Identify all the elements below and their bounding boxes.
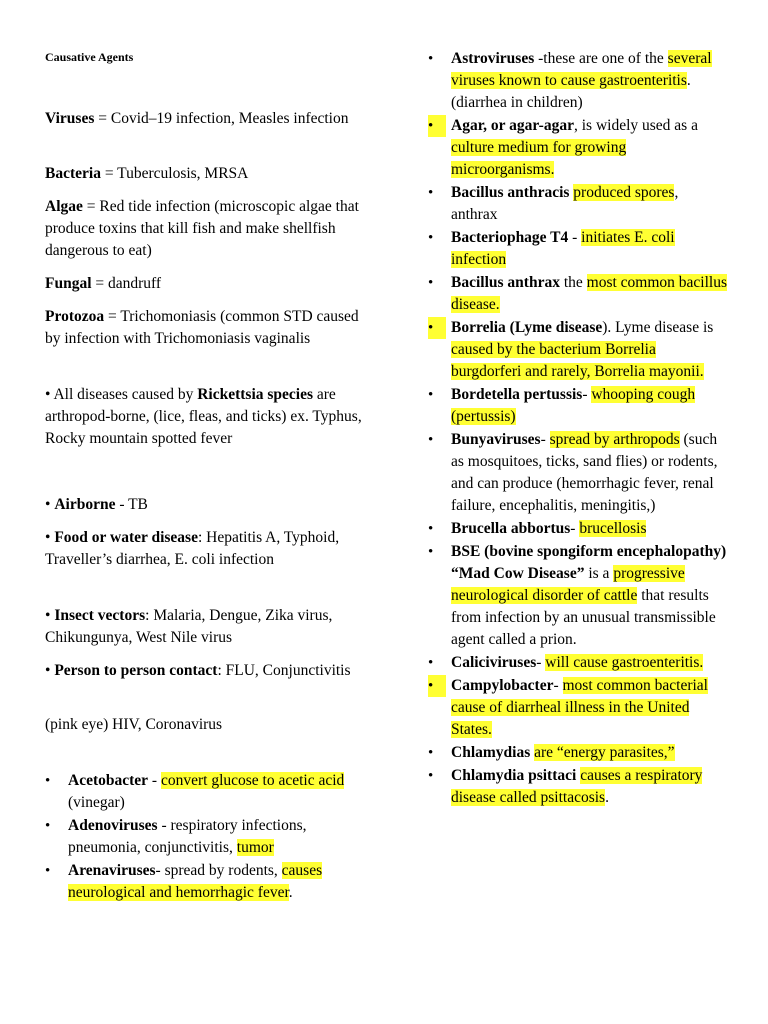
highlighted-text: most common bacterial cause of diarrheal illness in the United States. [451,677,708,738]
text-run: , anthrax [451,184,679,223]
highlighted-text: initiates E. coli infection [451,229,675,268]
bold-term: Arenaviruses [68,862,156,879]
bullet-icon: • [428,230,434,246]
highlighted-text: will cause gastroenteritis. [545,654,704,671]
text-run: • [45,496,55,513]
bullet-icon: • [428,768,434,784]
bullet-icon: • [428,317,446,339]
text-run: = Trichomoniasis (common STD caused by infection with Trichomoniasis vaginalis [45,308,359,347]
bullet-icon: • [45,818,51,834]
highlighted-text: caused by the bacterium Borrelia burgdorferi and rarely, Borrelia mayonii. [451,341,704,380]
text-run: -these are one of the [534,50,668,67]
highlighted-text: produced spores [573,184,675,201]
bold-term: Borrelia (Lyme disease [451,319,603,336]
bullet-icon: • [428,544,434,560]
bold-term: Caliciviruses [451,654,537,671]
text-run: (such as mosquitoes, ticks, sand flies) or rodents, and can produce (hemorrhagic fever, renal failure, encephalitis, meningitis,) [451,431,718,514]
bold-term: Campylobacter [451,677,554,694]
highlighted-text: convert glucose to acetic acid [160,772,345,789]
highlighted-text: progressive neurological disorder of cattle [451,565,685,604]
list-item [428,272,728,316]
bold-term: Bunyaviruses [451,431,541,448]
paragraph [45,605,365,649]
list-item [428,541,728,651]
bold-term: Protozoa [45,308,105,325]
text-run: - [148,772,161,789]
text-run: . (diarrhea in children) [451,72,691,111]
bullet-icon: • [428,432,434,448]
text-run: - [553,677,563,694]
text-run: (vinegar) [68,794,125,811]
paragraph [45,714,365,736]
right-bullet-list [428,48,728,810]
highlighted-text: whooping cough (pertussis) [451,386,696,425]
bold-term: Chlamydias [451,744,531,761]
list-item [428,227,728,271]
text-run: • All diseases caused by [45,386,198,403]
bold-term: Acetobacter [68,772,149,789]
bold-term: Viruses [45,110,95,127]
bullet-icon: • [428,115,446,137]
text-run: = dandruff [91,275,162,292]
bold-term: Chlamydia psittaci [451,767,577,784]
highlighted-text: are “energy parasites,” [534,744,675,761]
text-run: = Red tide infection (microscopic algae that produce toxins that kill fish and make shellfish dangerous to eat) [45,198,359,259]
list-item [428,742,728,764]
text-run: • [45,662,55,679]
bullet-icon: • [45,773,51,789]
text-run: • [45,529,55,546]
text-run: - TB [115,496,148,513]
list-item [428,765,728,809]
paragraph [45,494,365,516]
list-item [428,384,728,428]
text-run: • [45,607,55,624]
text-run: that results from infection by an unusual transmissible agent called a prion. [451,587,716,648]
bold-term: Airborne [54,496,116,513]
text-run: : Hepatitis A, Typhoid, Traveller’s diarrhea, E. coli infection [45,529,340,568]
list-item [45,815,375,859]
bullet-icon: • [428,185,434,201]
text-run: - [570,520,580,537]
text-run: : FLU, Conjunctivitis [217,662,351,679]
text-run: - [568,229,582,246]
paragraph [45,163,365,185]
text-run: ). Lyme disease is [602,319,714,336]
paragraph [45,527,365,571]
highlighted-text: several viruses known to cause gastroenteritis [451,50,712,89]
text-run: . [288,884,293,901]
bullet-icon: • [428,275,434,291]
bold-term: Bacillus anthrax [451,274,560,291]
bold-term: Agar, or agar-agar [451,117,574,134]
text-run: - spread by rodents, [155,862,282,879]
list-item [428,182,728,226]
text-run: is a [584,565,614,582]
bullet-icon: • [428,387,434,403]
bold-term: BSE (bovine spongiform encephalopathy) “Mad Cow Disease” [451,543,727,582]
bold-term: Food or water disease [54,529,198,546]
list-item [428,675,728,741]
text-run: - [540,431,550,448]
bold-term: Brucella abbortus [451,520,571,537]
paragraph [45,196,365,262]
text-run: - respiratory infections, pneumonia, conjunctivitis, [68,817,307,856]
list-item [45,860,375,904]
bold-term: Bacillus anthracis [451,184,570,201]
bold-term: Person to person contact [54,662,218,679]
bullet-icon: • [428,675,446,697]
list-item [428,518,728,540]
highlighted-text: tumor [236,839,274,856]
bullet-icon: • [428,521,434,537]
list-item [428,48,728,114]
left-bullet-list [45,770,375,905]
paragraph [45,273,365,295]
highlighted-text: culture medium for growing microorganisms. [451,139,627,178]
text-run: : Malaria, Dengue, Zika virus, Chikungunya, West Nile virus [45,607,333,646]
bold-term: Algae [45,198,83,215]
paragraph [45,384,365,450]
text-run: . [605,789,609,806]
bullet-icon: • [428,745,434,761]
highlighted-text: most common bacillus disease. [451,274,727,313]
list-item [428,429,728,517]
paragraph [45,306,365,350]
paragraph [45,660,365,682]
list-item [428,317,728,383]
text-run: (pink eye) HIV, Coronavirus [45,716,223,733]
page-title: Causative Agents [45,50,134,64]
list-item [428,652,728,674]
text-run: , is widely used as a [573,117,698,134]
bold-term: Adenoviruses [68,817,158,834]
highlighted-text: brucellosis [579,520,647,537]
bold-term: Fungal [45,275,92,292]
highlighted-text: causes neurological and hemorrhagic fever [68,862,323,901]
bullet-icon: • [428,51,434,67]
paragraph [45,108,365,130]
bullet-icon: • [45,863,51,879]
bold-term: Bacteria [45,165,101,182]
text-run: - [582,386,592,403]
list-item [428,115,728,181]
bold-term: Insect vectors [54,607,146,624]
text-run: = Tuberculosis, MRSA [100,165,249,182]
text-run: are arthropod-borne, (lice, fleas, and ticks) ex. Typhus, Rocky mountain spotted fever [45,386,362,447]
bold-term: Bordetella pertussis [451,386,583,403]
bold-term: Astroviruses [451,50,535,67]
highlighted-text: causes a respiratory disease called psittacosis [451,767,703,806]
text-run: = Covid–19 infection, Measles infection [94,110,349,127]
highlighted-text: spread by arthropods [549,431,680,448]
text-run: the [559,274,587,291]
bullet-icon: • [428,655,434,671]
bold-term: Bacteriophage T4 [451,229,569,246]
text-run: - [536,654,546,671]
bold-term: Rickettsia species [197,386,314,403]
list-item [45,770,375,814]
